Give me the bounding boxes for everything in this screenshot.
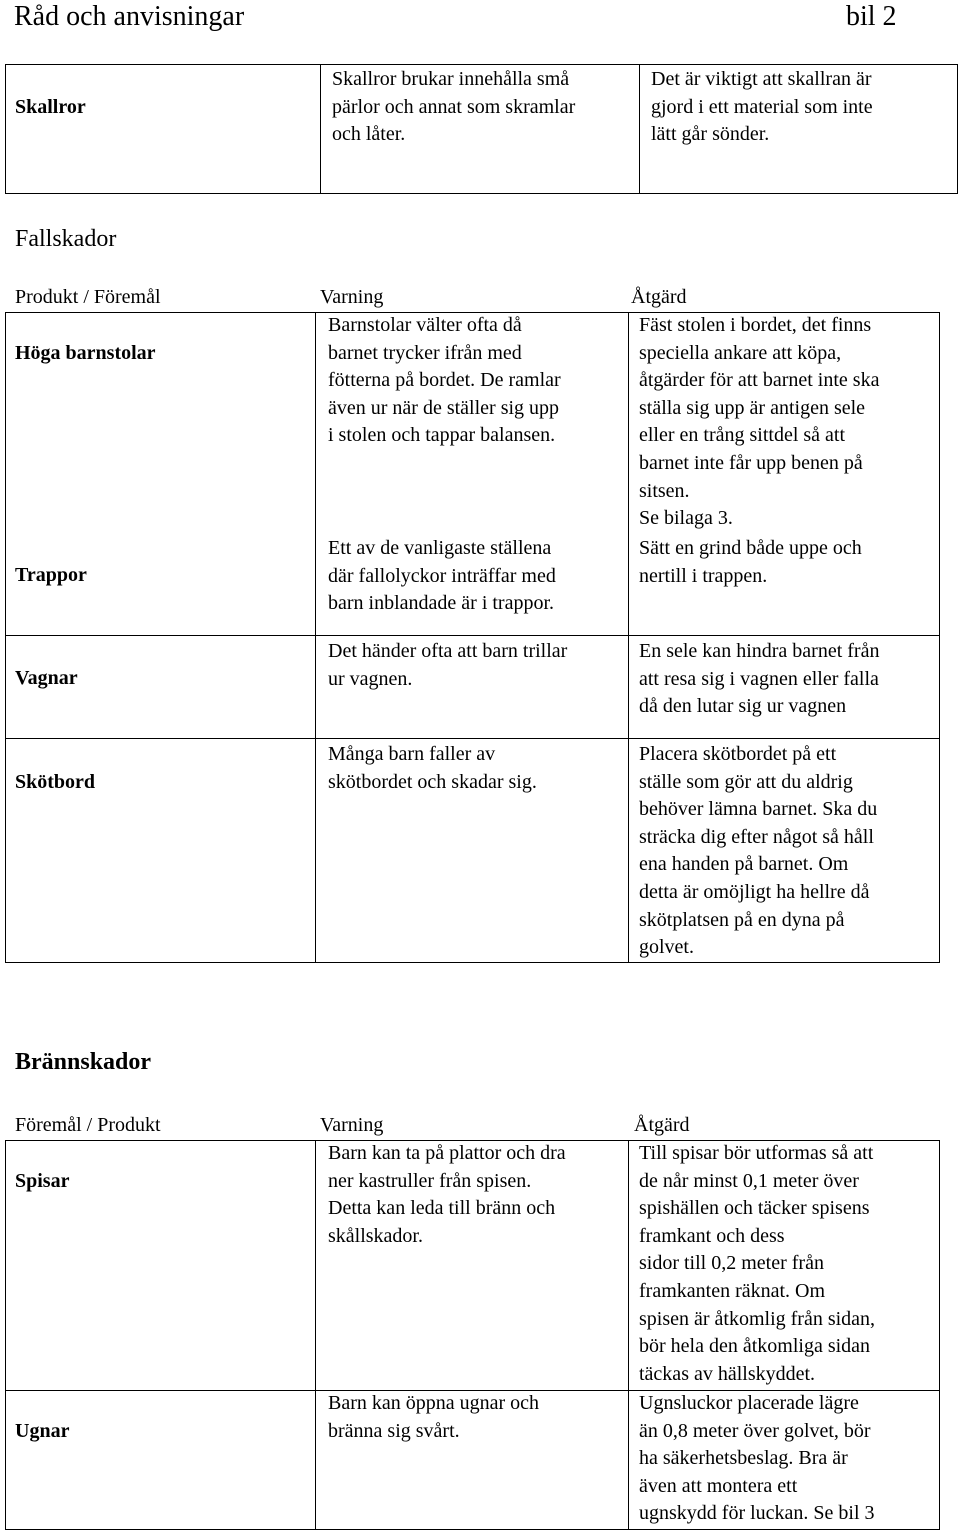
row-action-skotbord: Placera skötbordet på ett ställe som gör att du aldrig behöver lämna barnet. Ska du sträcka dig efter något så håll ena handen på barnet. Om detta är omöjligt ha hellre då skötplatsen på en dyna på golvet.	[639, 743, 878, 959]
skallror-action: Det är viktigt att skallran är gjord i ett material som inte lätt går sönder.	[651, 68, 873, 146]
skallror-warning: Skallror brukar innehålla små pärlor och annat som skramlar och låter.	[332, 68, 576, 146]
row-action-spisar: Till spisar bör utformas så att de når minst 0,1 meter över spishällen och täcker spisens framkant och dess sidor till 0,2 meter från framkanten räknat. Om spisen är åtkomlig från sidan, bör hela den åtkomliga sidan täckas av hällskyddet.	[639, 1142, 876, 1385]
section-heading-fallskador: Fallskador	[15, 226, 117, 252]
row-warning-skotbord: Många barn faller av skötbordet och skadar sig.	[328, 743, 537, 793]
row-name-spisar: Spisar	[15, 1170, 70, 1192]
column-header-action-2: Åtgärd	[634, 1114, 690, 1136]
row-name-trappor: Trappor	[15, 564, 87, 586]
column-header-action: Åtgärd	[631, 286, 687, 308]
column-header-product-2: Föremål / Produkt	[15, 1114, 161, 1136]
column-header-warning-2: Varning	[320, 1114, 384, 1136]
skallror-name: Skallror	[15, 96, 86, 118]
column-header-product: Produkt / Föremål	[15, 286, 161, 308]
section-heading-brannskador: Brännskador	[15, 1049, 152, 1075]
row-name-skotbord: Skötbord	[15, 771, 96, 793]
row-name-hoga-barnstolar: Höga barnstolar	[15, 342, 156, 364]
column-header-warning: Varning	[320, 286, 384, 308]
row-warning-trappor: Ett av de vanligaste ställena där fallolyckor inträffar med barn inblandade är i trappor.	[328, 537, 556, 615]
row-warning-ugnar: Barn kan öppna ugnar och bränna sig svårt.	[328, 1392, 540, 1442]
row-warning-hoga-barnstolar: Barnstolar välter ofta då barnet trycker ifrån med fötterna på bordet. De ramlar även ur när de ställer sig upp i stolen och tappar balansen.	[328, 314, 561, 447]
row-action-hoga-barnstolar: Fäst stolen i bordet, det finns speciella ankare att köpa, åtgärder för att barnet inte ska ställa sig upp är antigen sele eller en trång sittdel så att barnet inte får upp benen på sitsen. Se bilaga 3.	[639, 314, 880, 530]
row-warning-spisar: Barn kan ta på plattor och dra ner kastruller från spisen. Detta kan leda till bränn och skållskador.	[328, 1142, 566, 1247]
row-action-trappor: Sätt en grind både uppe och nertill i trappen.	[639, 537, 862, 587]
page-title: Råd och anvisningar	[14, 1, 245, 32]
row-warning-vagnar: Det händer ofta att barn trillar ur vagnen.	[328, 640, 568, 690]
row-action-ugnar: Ugnsluckor placerade lägre än 0,8 meter över golvet, bör ha säkerhetsbeslag. Bra är även att montera ett ugnskydd för luckan. Se bil 3	[639, 1392, 875, 1525]
page-label: bil 2	[846, 1, 897, 32]
row-name-ugnar: Ugnar	[15, 1420, 70, 1442]
row-action-vagnar: En sele kan hindra barnet från att resa sig i vagnen eller falla då den lutar sig ur vagnen	[639, 640, 880, 718]
row-name-vagnar: Vagnar	[15, 667, 78, 689]
